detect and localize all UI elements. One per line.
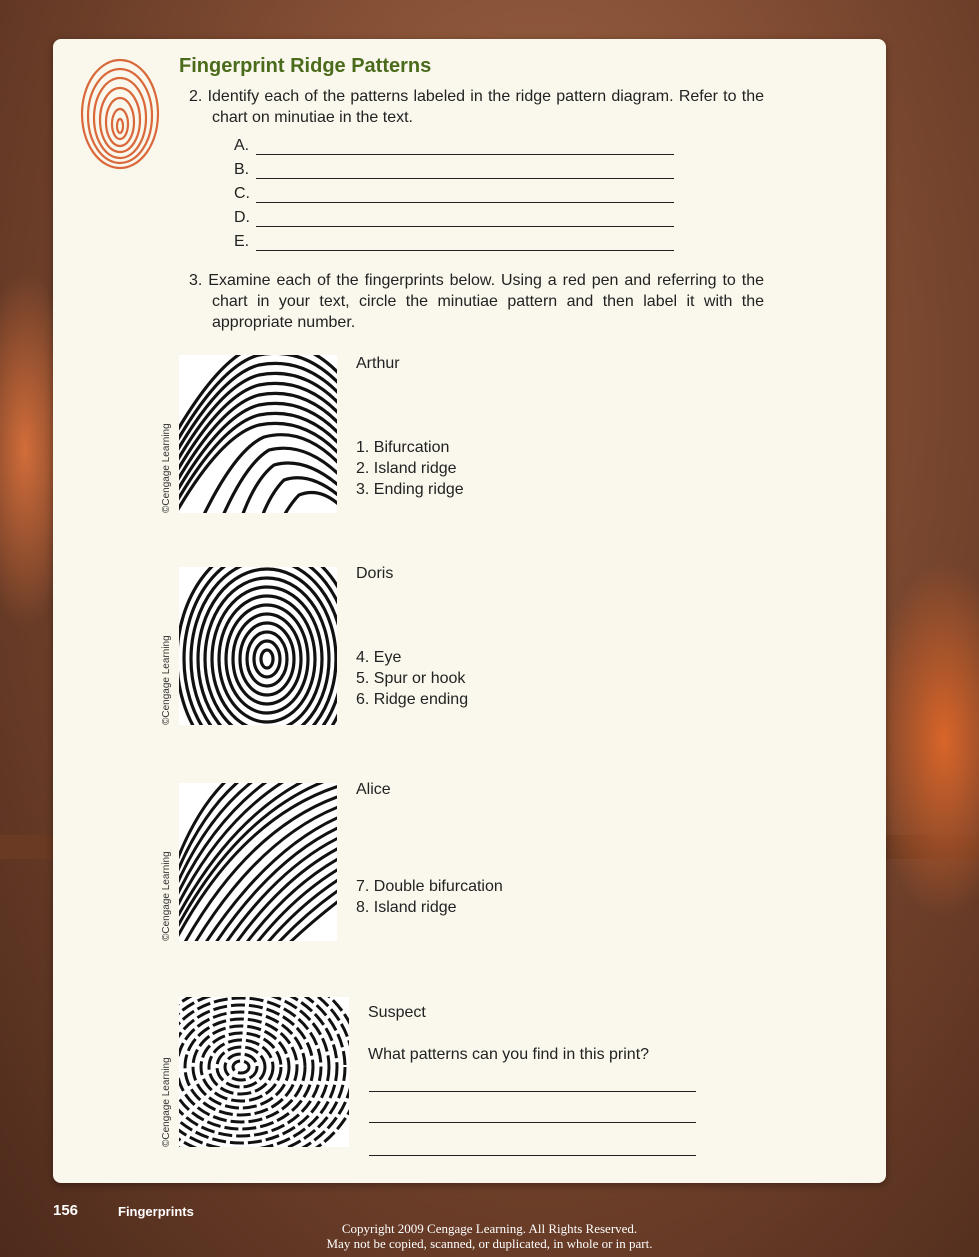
blank-row[interactable]: A. [234, 131, 674, 155]
minutiae-list-doris [356, 647, 468, 710]
image-credit: ©Cengage Learning [161, 851, 172, 941]
fingerprint-arthur-image [179, 355, 337, 513]
section-name: Fingerprints [118, 1204, 194, 1219]
suspect-question: What patterns can you find in this print? [368, 1046, 650, 1063]
list-item: 6. Ridge ending [356, 691, 469, 708]
print-name-arthur: Arthur [356, 355, 400, 372]
list-item: 1. Bifurcation [356, 439, 450, 456]
blank-row[interactable]: D. [234, 203, 674, 227]
minutiae-list-arthur [356, 437, 464, 500]
blank-row[interactable]: C. [234, 179, 674, 203]
print-name-alice: Alice [356, 781, 391, 798]
question-2-text: 2. Identify each of the patterns labeled in the ridge pattern diagram. Refer to the chart on minutiae in the text. [189, 88, 764, 126]
question-3-text: 3. Examine each of the fingerprints below. Using a red pen and referring to the chart in your text, circle the minutiae pattern and then label it with the appropriate number. [189, 272, 764, 331]
copyright-line-1: Copyright 2009 Cengage Learning. All Rights Reserved. [341, 1221, 638, 1236]
blank-row[interactable]: B. [234, 155, 674, 179]
answer-line[interactable] [369, 1155, 696, 1156]
fingerprint-logo-icon [78, 56, 162, 172]
copyright-notice [0, 1221, 979, 1251]
image-credit: ©Cengage Learning [161, 423, 172, 513]
list-item: 8. Island ridge [356, 899, 457, 916]
list-item: 5. Spur or hook [356, 670, 466, 687]
list-item: 4. Eye [356, 649, 402, 666]
list-item: 3. Ending ridge [356, 481, 464, 498]
list-item: 7. Double bifurcation [356, 878, 503, 895]
answer-blanks [234, 131, 674, 251]
image-credit: ©Cengage Learning [161, 635, 172, 725]
blank-row[interactable]: E. [234, 227, 674, 251]
minutiae-list-alice [356, 876, 503, 918]
list-item: 2. Island ridge [356, 460, 457, 477]
fingerprint-alice-image [179, 783, 337, 941]
image-credit: ©Cengage Learning [161, 1057, 172, 1147]
fingerprint-doris-image [179, 567, 337, 725]
copyright-line-2: May not be copied, scanned, or duplicated, in whole or in part. [326, 1236, 653, 1251]
question-2 [189, 86, 764, 128]
fingerprint-suspect-image [179, 997, 349, 1147]
page-title: Fingerprint Ridge Patterns [179, 55, 432, 77]
print-name-suspect: Suspect [368, 1004, 426, 1021]
answer-line[interactable] [369, 1122, 696, 1123]
page-number: 156 [53, 1202, 79, 1219]
print-name-doris: Doris [356, 565, 394, 582]
answer-line[interactable] [369, 1091, 696, 1092]
worksheet-panel [53, 39, 886, 1183]
question-3 [189, 270, 764, 333]
